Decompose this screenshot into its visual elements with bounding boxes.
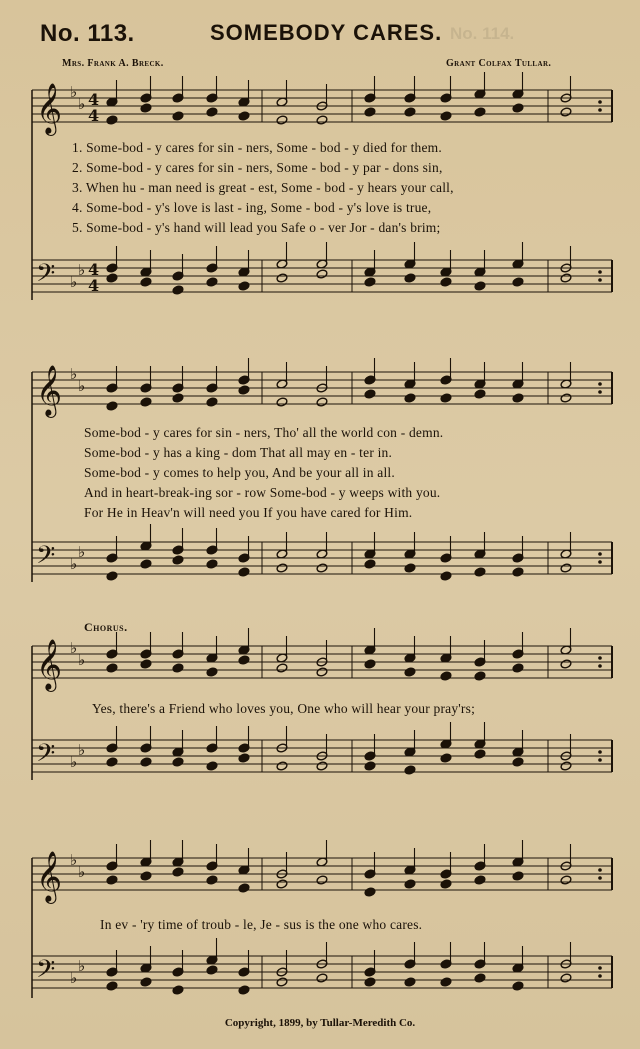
note-head [474, 749, 486, 759]
bass-staff-2 [32, 524, 612, 581]
repeat-dot [598, 390, 602, 394]
note-head [276, 563, 288, 573]
flat-icon: ♭ [78, 377, 86, 395]
treble-staff-2 [32, 358, 612, 418]
bass-clef-icon: 𝄢 [36, 259, 56, 294]
chorus-line-1: Yes, there's a Friend who loves you, One who will hear your pray'rs; [92, 701, 476, 716]
note-head [206, 667, 218, 677]
verse-5-line-2: For He in Heav'n will need you If you have cared for Him. [84, 505, 413, 520]
note-head [238, 655, 250, 665]
note-head [106, 663, 118, 673]
note-head [560, 761, 572, 771]
note-head [512, 277, 524, 287]
note-head [140, 559, 152, 569]
repeat-dot [598, 664, 602, 668]
note-head [474, 671, 486, 681]
note-head [440, 571, 452, 581]
note-head [512, 757, 524, 767]
bass-clef-icon: 𝄢 [36, 955, 56, 990]
repeat-dot [598, 108, 602, 112]
note-head [316, 115, 328, 125]
repeat-dot [598, 750, 602, 754]
repeat-dot [598, 758, 602, 762]
treble-clef-icon: 𝄞 [36, 639, 63, 690]
note-head [560, 973, 572, 983]
flat-icon: ♭ [78, 543, 86, 561]
note-head [560, 659, 572, 669]
verse-1-line-1: 1. Some-bod - y cares for sin - ners, Some - bod - y died for them. [72, 140, 442, 155]
bass-time-sig-bottom: 4 [88, 276, 100, 295]
note-head [276, 663, 288, 673]
note-head [172, 393, 184, 403]
note-head [440, 879, 452, 889]
flat-icon: ♭ [78, 863, 86, 881]
note-head [106, 401, 118, 411]
note-head [404, 977, 416, 987]
note-head [238, 985, 250, 995]
note-head [512, 393, 524, 403]
flat-icon: ♭ [70, 555, 78, 573]
note-head [474, 973, 486, 983]
repeat-dot [598, 876, 602, 880]
repeat-dot [598, 966, 602, 970]
note-head [206, 559, 218, 569]
treble-staff-3 [32, 628, 612, 692]
note-head [316, 397, 328, 407]
note-head [404, 107, 416, 117]
note-head [440, 671, 452, 681]
note-head [172, 285, 184, 295]
flat-icon: ♭ [78, 261, 86, 279]
flat-icon: ♭ [70, 969, 78, 987]
note-head [440, 977, 452, 987]
treble-clef-icon: 𝄞 [36, 365, 63, 416]
note-head [276, 397, 288, 407]
chorus-label: Chorus. [84, 620, 128, 634]
treble-staff-1 [32, 72, 612, 136]
note-head [206, 875, 218, 885]
note-head [404, 879, 416, 889]
note-head [474, 567, 486, 577]
note-head [206, 277, 218, 287]
verse-4-line-1: 4. Some-bod - y's love is last - ing, Some - bod - y's love is true, [72, 200, 432, 215]
note-head [512, 981, 524, 991]
note-head [404, 765, 416, 775]
verse-3-line-2: Some-bod - y comes to help you, And be your all in all. [84, 465, 395, 480]
note-head [106, 981, 118, 991]
note-head [474, 107, 486, 117]
note-head [364, 389, 376, 399]
note-head [364, 761, 376, 771]
note-head [276, 273, 288, 283]
flat-icon: ♭ [70, 273, 78, 291]
note-head [474, 281, 486, 291]
note-head [172, 985, 184, 995]
repeat-dot [598, 868, 602, 872]
note-head [140, 871, 152, 881]
note-head [316, 667, 328, 677]
note-head [560, 875, 572, 885]
copyright-line: Copyright, 1899, by Tullar-Meredith Co. [224, 1017, 416, 1029]
note-head [316, 761, 328, 771]
note-head [440, 277, 452, 287]
note-head [276, 761, 288, 771]
treble-clef-icon: 𝄞 [36, 851, 63, 902]
note-head [206, 761, 218, 771]
verse-2-line-2: Some-bod - y has a king - dom That all may en - ter in. [84, 445, 393, 460]
bass-clef-icon: 𝄢 [36, 739, 56, 774]
note-head [238, 883, 250, 893]
note-head [512, 663, 524, 673]
flat-icon: ♭ [70, 365, 78, 383]
repeat-dot [598, 100, 602, 104]
flat-icon: ♭ [78, 95, 86, 113]
note-head [106, 757, 118, 767]
note-head [140, 977, 152, 987]
note-head [316, 875, 328, 885]
note-head [238, 385, 250, 395]
treble-time-sig-bottom: 4 [88, 106, 100, 125]
note-head [206, 397, 218, 407]
note-head [364, 277, 376, 287]
verse-5-line-1: 5. Some-bod - y's hand will lead you Safe o - ver Jor - dan's brim; [72, 220, 441, 235]
flat-icon: ♭ [78, 741, 86, 759]
repeat-dot [598, 552, 602, 556]
flat-icon: ♭ [70, 83, 78, 101]
bass-staff-4 [32, 938, 612, 995]
note-head [364, 559, 376, 569]
verse-4-line-2: And in heart-break-ing sor - row Some-bod - y weeps with you. [84, 485, 441, 500]
note-head [404, 273, 416, 283]
note-head [140, 103, 152, 113]
note-head [140, 757, 152, 767]
repeat-dot [598, 560, 602, 564]
note-head [560, 563, 572, 573]
note-head [474, 875, 486, 885]
repeat-dot [598, 382, 602, 386]
chorus-line-2: In ev - 'ry time of troub - le, Je - sus is the one who cares. [100, 917, 423, 932]
note-head [140, 659, 152, 669]
verse-2-line-1: 2. Some-bod - y cares for sin - ners, Some - bod - y par - dons sin, [72, 160, 443, 175]
note-head [364, 107, 376, 117]
note-head [560, 393, 572, 403]
note-head [404, 563, 416, 573]
hymn-title: SOMEBODY CARES. [210, 20, 443, 45]
note-head [512, 871, 524, 881]
treble-staff-4 [32, 840, 612, 904]
verse-1-line-2: Some-bod - y cares for sin - ners, Tho' all the world con - demn. [84, 425, 444, 440]
note-head [512, 103, 524, 113]
bass-staff-1 [32, 242, 612, 295]
note-head [440, 111, 452, 121]
note-head [172, 111, 184, 121]
note-head [404, 393, 416, 403]
note-head [404, 667, 416, 677]
note-head [106, 115, 118, 125]
note-head [140, 397, 152, 407]
note-head [440, 753, 452, 763]
note-head [106, 273, 118, 283]
composer-credit: Grant Colfax Tullar. [446, 58, 552, 69]
note-head [512, 567, 524, 577]
flat-icon: ♭ [70, 639, 78, 657]
note-head [364, 659, 376, 669]
repeat-dot [598, 656, 602, 660]
note-head [316, 269, 328, 279]
note-head [316, 563, 328, 573]
bass-staff-3 [32, 722, 612, 775]
note-head [364, 887, 376, 897]
treble-time-sig-top: 4 [88, 90, 100, 109]
note-head [238, 111, 250, 121]
note-head [560, 107, 572, 117]
note-head [364, 977, 376, 987]
note-head [276, 115, 288, 125]
lyricist-credit: Mrs. Frank A. Breck. [62, 58, 164, 69]
bass-clef-icon: 𝄢 [36, 541, 56, 576]
note-head [276, 879, 288, 889]
bass-time-sig-top: 4 [88, 260, 100, 279]
bleed-through-text: No. 114. [450, 24, 515, 43]
note-head [106, 571, 118, 581]
note-head [474, 389, 486, 399]
note-head [172, 663, 184, 673]
hymn-number: No. 113. [40, 20, 135, 47]
flat-icon: ♭ [78, 957, 86, 975]
repeat-dot [598, 974, 602, 978]
note-head [172, 757, 184, 767]
note-head [106, 875, 118, 885]
note-head [316, 973, 328, 983]
note-head [440, 393, 452, 403]
note-head [140, 277, 152, 287]
treble-clef-icon: 𝄞 [36, 83, 63, 134]
note-head [172, 555, 184, 565]
note-head [276, 977, 288, 987]
flat-icon: ♭ [78, 651, 86, 669]
note-head [172, 867, 184, 877]
note-head [238, 281, 250, 291]
verse-3-line-1: 3. When hu - man need is great - est, Some - bod - y hears your call, [72, 180, 454, 195]
note-head [206, 107, 218, 117]
repeat-dot [598, 278, 602, 282]
note-head [206, 965, 218, 975]
flat-icon: ♭ [70, 851, 78, 869]
repeat-dot [598, 270, 602, 274]
note-head [560, 273, 572, 283]
note-head [238, 567, 250, 577]
flat-icon: ♭ [70, 753, 78, 771]
music-system-1 [0, 84, 640, 310]
note-head [238, 753, 250, 763]
